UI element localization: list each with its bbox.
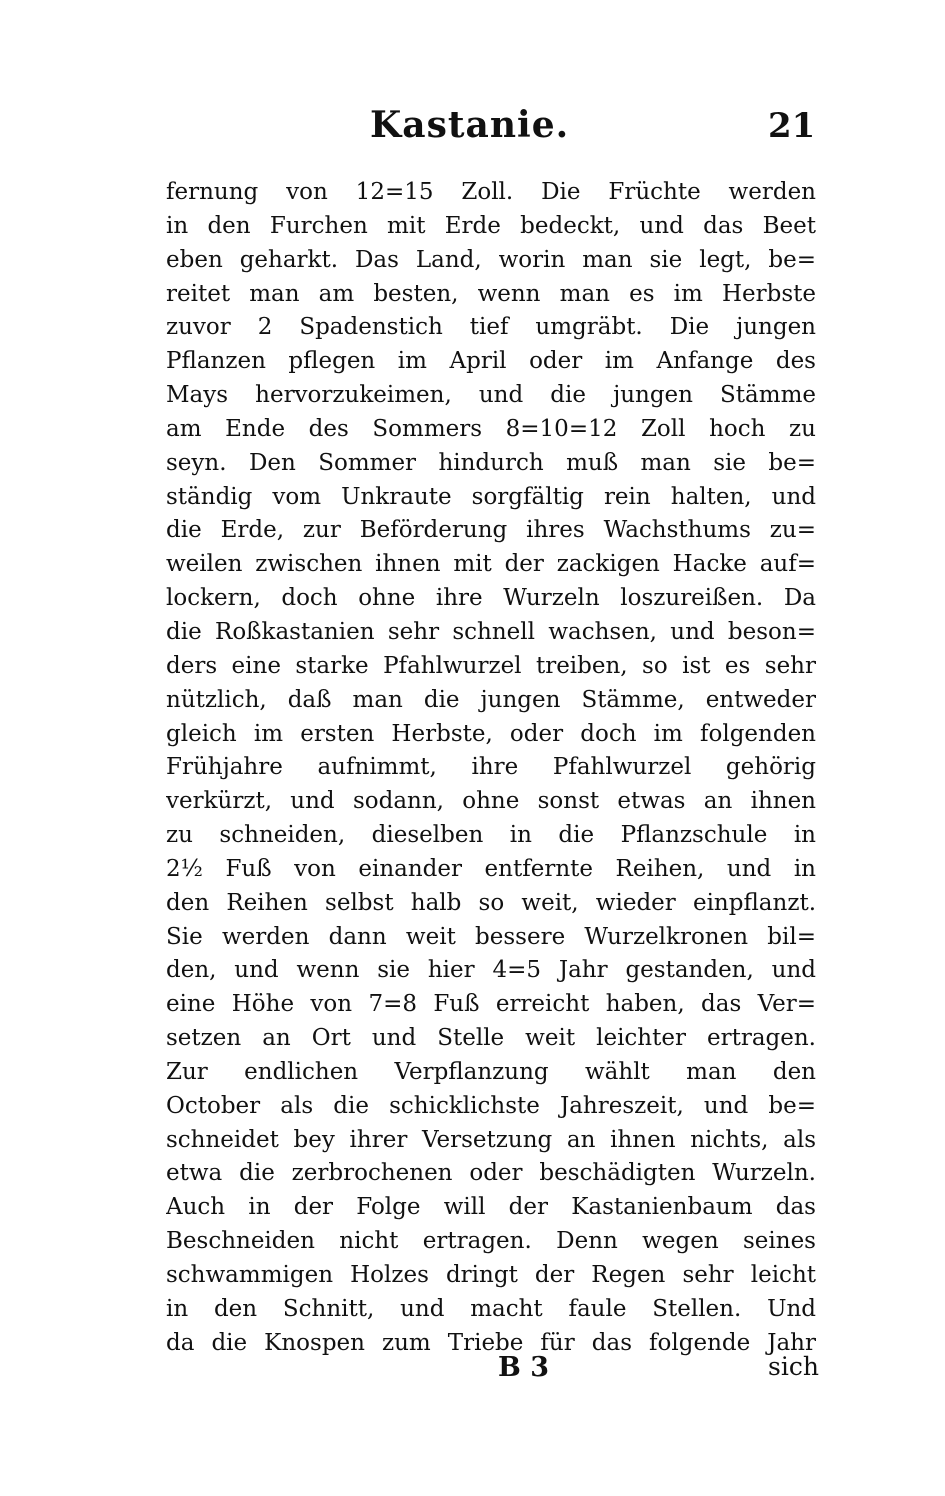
- text-line: Pflanzen pflegen im April oder im Anfange des: [166, 348, 816, 375]
- text-line: etwa die zerbrochenen oder beschädigten Wurzeln.: [166, 1160, 816, 1187]
- text-line: fernung von 12=15 Zoll. Die Früchte werden: [166, 179, 816, 205]
- text-line: den, und wenn sie hier 4=5 Jahr gestanden, und: [166, 957, 816, 984]
- text-line: lockern, doch ohne ihre Wurzeln loszureißen. Da: [166, 585, 816, 612]
- text-line: Mays hervorzukeimen, und die jungen Stämme: [166, 382, 816, 409]
- text-line: zuvor 2 Spadenstich tief umgräbt. Die jungen: [166, 314, 816, 341]
- text-line: in den Schnitt, und macht faule Stellen. Und: [166, 1295, 816, 1322]
- catchword: sich: [768, 1352, 819, 1381]
- text-line: verkürzt, und sodann, ohne sonst etwas an ihnen: [166, 788, 816, 815]
- text-line: seyn. Den Sommer hindurch muß man sie be=: [166, 449, 816, 476]
- text-line: die Erde, zur Beförderung ihres Wachsthums zu=: [166, 517, 816, 544]
- running-head: [0, 104, 945, 154]
- text-line: ders eine starke Pfahlwurzel treiben, so ist es sehr: [166, 652, 816, 679]
- text-line: Auch in der Folge will der Kastanienbaum das: [166, 1194, 816, 1221]
- text-line: den Reihen selbst halb so weit, wieder einpflanzt.: [166, 889, 816, 916]
- signature-mark: B 3: [498, 1352, 550, 1383]
- text-line: die Roßkastanien sehr schnell wachsen, und beson=: [166, 618, 816, 645]
- text-line: da die Knospen zum Triebe für das folgende Jahr: [166, 1329, 816, 1356]
- text-line: Sie werden dann weit bessere Wurzelkronen bil=: [166, 923, 816, 950]
- text-line: eine Höhe von 7=8 Fuß erreicht haben, das Ver=: [166, 991, 816, 1018]
- page-footer: [0, 1352, 945, 1396]
- text-line: zu schneiden, dieselben in die Pflanzschule in: [166, 822, 816, 849]
- text-line: in den Furchen mit Erde bedeckt, und das Beet: [166, 212, 816, 239]
- text-line: 2½ Fuß von einander entfernte Reihen, und in: [166, 855, 816, 882]
- text-line: Zur endlichen Verpflanzung wählt man den: [166, 1058, 816, 1085]
- text-line: Frühjahre aufnimmt, ihre Pfahlwurzel gehörig: [166, 754, 816, 781]
- text-line: October als die schicklichste Jahreszeit, und be=: [166, 1092, 816, 1119]
- text-line: setzen an Ort und Stelle weit leichter ertragen.: [166, 1025, 816, 1052]
- body-text: [166, 176, 816, 1361]
- text-line: nützlich, daß man die jungen Stämme, entweder: [166, 686, 816, 713]
- text-line: reitet man am besten, wenn man es im Herbste: [166, 280, 816, 307]
- page-number: 21: [768, 106, 816, 146]
- text-line: Beschneiden nicht ertragen. Denn wegen seines: [166, 1228, 816, 1255]
- text-line: gleich im ersten Herbste, oder doch im folgenden: [166, 720, 816, 747]
- text-line: schneidet bey ihrer Versetzung an ihnen nichts, als: [166, 1126, 816, 1153]
- text-line: schwammigen Holzes dringt der Regen sehr leicht: [166, 1262, 816, 1288]
- text-line: ständig vom Unkraute sorgfältig rein halten, und: [166, 483, 816, 510]
- text-line: weilen zwischen ihnen mit der zackigen Hacke auf=: [166, 551, 816, 578]
- text-line: eben geharkt. Das Land, worin man sie legt, be=: [166, 246, 816, 273]
- text-line: am Ende des Sommers 8=10=12 Zoll hoch zu: [166, 415, 816, 442]
- page-title: Kastanie.: [370, 104, 570, 146]
